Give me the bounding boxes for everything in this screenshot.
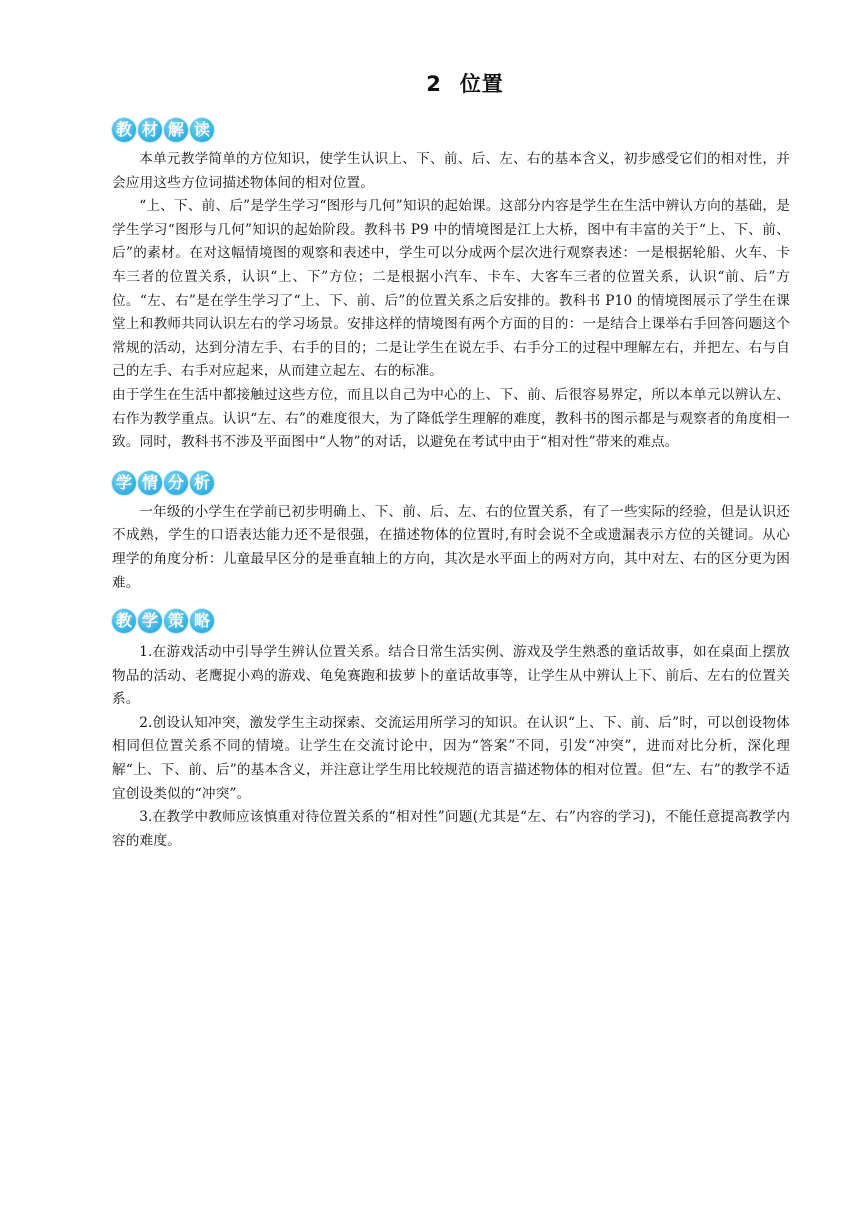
paragraph: 1.在游戏活动中引导学生辨认位置关系。结合日常生活实例、游戏及学生熟悉的童话故事，如在桌面上摆放物品的活动、老鹰捉小鸡的游戏、龟兔赛跑和拔萝卜的童话故事等，让学生从中辨认上下、前后、左右的位置关系。	[112, 644, 790, 708]
section-heading-teaching-strategy	[112, 605, 790, 637]
badge-char: 略	[190, 609, 214, 633]
paragraph: 一年级的小学生在学前已初步明确上、下、前、后、左、右的位置关系，有了一些实际的经验，但是认识还不成熟，学生的口语表达能力还不是很强，在描述物体的位置时,有时会说不全或遗漏表示方位的关键词。从心理学的角度分析：儿童最早区分的是垂直轴上的方向，其次是水平面上的两对方向，其中对左、右的区分更为困难。	[112, 503, 790, 591]
badge-char: 读	[190, 118, 214, 142]
section-heading-textbook-analysis	[112, 114, 790, 146]
section-body-student-analysis	[112, 501, 790, 595]
badge-char: 析	[190, 471, 214, 495]
section-badge	[112, 471, 214, 495]
badge-char: 解	[164, 118, 188, 142]
paragraph: 由于学生在生活中都接触过这些方位，而且以自己为中心的上、下、前、后很容易界定，所以本单元以辨认左、右作为教学重点。认识“左、右”的难度很大，为了降低学生理解的难度，教科书的图示都是与观察者的角度相一致。同时，教科书不涉及平面图中“人物”的对话，以避免在考试中由于“相对性”带来的难点。	[112, 386, 790, 451]
badge-char: 学	[112, 471, 136, 495]
title-number: 2	[426, 72, 442, 96]
section-heading-student-analysis	[112, 467, 790, 499]
badge-char: 策	[164, 609, 188, 633]
section-badge	[112, 118, 214, 142]
badge-char: 材	[138, 118, 162, 142]
section-badge	[112, 609, 214, 633]
page-title	[112, 66, 790, 102]
badge-char: 教	[112, 609, 136, 633]
badge-char: 情	[138, 471, 162, 495]
paragraph: “上、下、前、后”是学生学习“图形与几何”知识的起始课。这部分内容是学生在生活中辨认方向的基础，是学生学习“图形与几何”知识的起始阶段。教科书 P9 中的情境图是江上大桥，图中有丰富的关于“上、下、前、后”的素材。在对这幅情境图的观察和表述中，学生可以分成两个层次进行观察表述：一是根据轮船、火车、卡车三者的位置关系，认识“上、下”方位；二是根据小汽车、卡车、大客车三者的位置关系，认识“前、后”方位。“左、右”是在学生学习了“上、下、前、后”的位置关系之后安排的。教科书 P10 的情境图展示了学生在课堂上和教师共同认识左右的学习场景。安排这样的情境图有两个方面的目的：一是结合上课举右手回答问题这个常规的活动，达到分清左手、右手的目的；二是让学生在说左手、右手分工的过程中理解左右，并把左、右与自己的左手、右手对应起来，从而建立起左、右的标准。	[112, 198, 790, 380]
paragraph: 3.在教学中教师应该慎重对待位置关系的“相对性”问题(尤其是“左、右”内容的学习)，不能任意提高教学内容的难度。	[112, 809, 790, 849]
badge-char: 分	[164, 471, 188, 495]
badge-char: 教	[112, 118, 136, 142]
badge-char: 学	[138, 609, 162, 633]
section-body-textbook-analysis	[112, 148, 790, 455]
paragraph: 2.创设认知冲突，激发学生主动探索、交流运用所学习的知识。在认识“上、下、前、后”时，可以创设物体相同但位置关系不同的情境。让学生在交流讨论中，因为“答案”不同，引发“冲突”，进而对比分析，深化理解“上、下、前、后”的基本含义，并注意让学生用比较规范的语言描述物体的相对位置。但“左、右”的教学不适宜创设类似的“冲突”。	[112, 714, 790, 802]
title-text: 位置	[459, 72, 504, 96]
paragraph: 本单元教学简单的方位知识，使学生认识上、下、前、后、左、右的基本含义，初步感受它们的相对性，并会应用这些方位词描述物体间的相对位置。	[112, 151, 790, 191]
section-body-teaching-strategy	[112, 641, 790, 853]
